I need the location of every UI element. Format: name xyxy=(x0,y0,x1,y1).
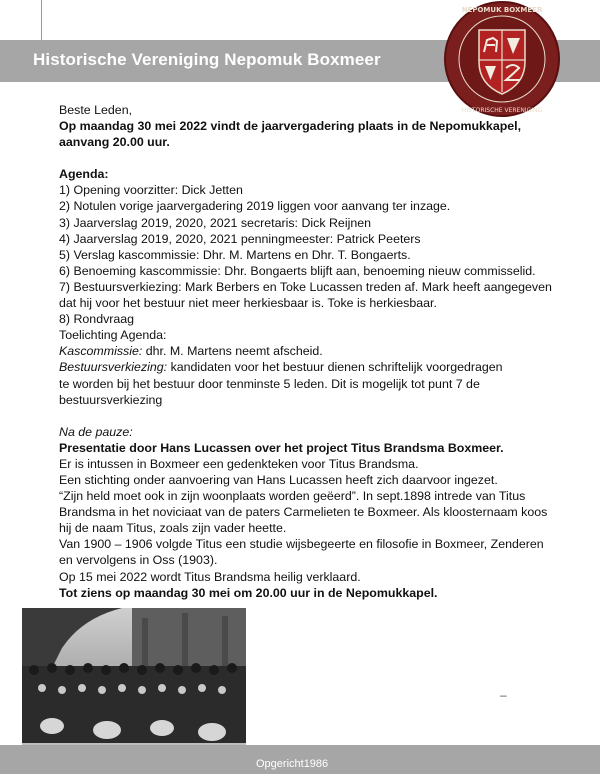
body-line: hij de naam Titus, zoals zijn vader heette. xyxy=(59,521,287,536)
agenda-item: 6) Benoeming kascommissie: Dhr. Bongaerts blijft aan, benoeming nieuw commisselid. xyxy=(59,263,536,278)
agenda-item: 4) Jaarverslag 2019, 2020, 2021 penningmeester: Patrick Peeters xyxy=(59,231,421,246)
intro-line-2: aanvang 20.00 uur. xyxy=(59,135,170,150)
agenda-item: dat hij voor het bestuur niet meer herkiesbaar is. Toke is herkiesbaar. xyxy=(59,296,437,311)
bestuur-line-2: te worden bij het bestuur door tenminste 5 leden. Dit is mogelijk tot punt 7 de xyxy=(59,376,480,391)
closing-line: Tot ziens op maandag 30 mei om 20.00 uur in de Nepomukkapel. xyxy=(59,585,438,600)
body-line: Van 1900 – 1906 volgde Titus een studie wijsbegeerte en filosofie in Boxmeer, Zenderen xyxy=(59,537,544,552)
body-line: Er is intussen in Boxmeer een gedenkteken voor Titus Brandsma. xyxy=(59,456,419,471)
society-logo xyxy=(443,0,561,118)
page-title: Historische Vereniging Nepomuk Boxmeer xyxy=(33,50,381,69)
body-line: Op 15 mei 2022 wordt Titus Brandsma heilig verklaard. xyxy=(59,569,361,584)
bestuur-label: Bestuursverkiezing: xyxy=(59,360,168,375)
toelichting-heading: Toelichting Agenda: xyxy=(59,328,167,343)
agenda-item: 8) Rondvraag xyxy=(59,312,135,327)
greeting: Beste Leden, xyxy=(59,103,133,117)
agenda-item: 3) Jaarverslag 2019, 2020, 2021 secretaris: Dick Reijnen xyxy=(59,215,371,230)
body-line: en vervolgens in Oss (1903). xyxy=(59,553,218,568)
body-line: Een stichting onder aanvoering van Hans Lucassen heeft zich daarvoor ingezet. xyxy=(59,472,498,487)
kascommissie-note xyxy=(59,343,589,359)
intro-line-1: Op maandag 30 mei 2022 vindt de jaarvergadering plaats in de Nepomukkapel, xyxy=(59,119,522,134)
pauze-heading: Na de pauze: xyxy=(59,424,133,439)
bestuur-text: kandidaten voor het bestuur dienen schriftelijk voorgedragen xyxy=(167,360,503,375)
agenda-item: 7) Bestuursverkiezing: Mark Berbers en Toke Lucassen treden af. Mark heeft aangegeven xyxy=(59,279,552,294)
historical-group-photo xyxy=(22,608,246,756)
kascommissie-label: Kascommissie: xyxy=(59,344,143,359)
agenda-heading: Agenda: xyxy=(59,167,109,182)
agenda-item: 5) Verslag kascommissie: Dhr. M. Martens en Dhr. T. Bongaerts. xyxy=(59,247,411,262)
svg-text:HISTORISCHE VERENIGING: HISTORISCHE VERENIGING xyxy=(461,107,543,114)
bestuur-line-3: bestuursverkiezing xyxy=(59,392,163,407)
founded-text: Opgericht1986 xyxy=(256,758,329,770)
svg-text:NEPOMUK BOXMEER: NEPOMUK BOXMEER xyxy=(461,6,543,14)
presentation-title: Presentatie door Hans Lucassen over het project Titus Brandsma Boxmeer. xyxy=(59,440,504,455)
bestuur-note xyxy=(59,359,589,375)
stray-dash: – xyxy=(500,688,507,702)
left-rule xyxy=(41,0,42,45)
letter-body xyxy=(59,102,589,601)
agenda-item: 1) Opening voorzitter: Dick Jetten xyxy=(59,183,243,198)
agenda-item: 2) Notulen vorige jaarvergadering 2019 liggen voor aanvang ter inzage. xyxy=(59,199,451,214)
kascommissie-text: dhr. M. Martens neemt afscheid. xyxy=(142,344,323,359)
body-line: Brandsma in het noviciaat van de paters Carmelieten te Boxmeer. Als kloosternaam koos xyxy=(59,505,548,520)
body-line: “Zijn held moet ook in zijn woonplaats worden geëerd”. In sept.1898 intrede van Titus xyxy=(59,489,526,504)
